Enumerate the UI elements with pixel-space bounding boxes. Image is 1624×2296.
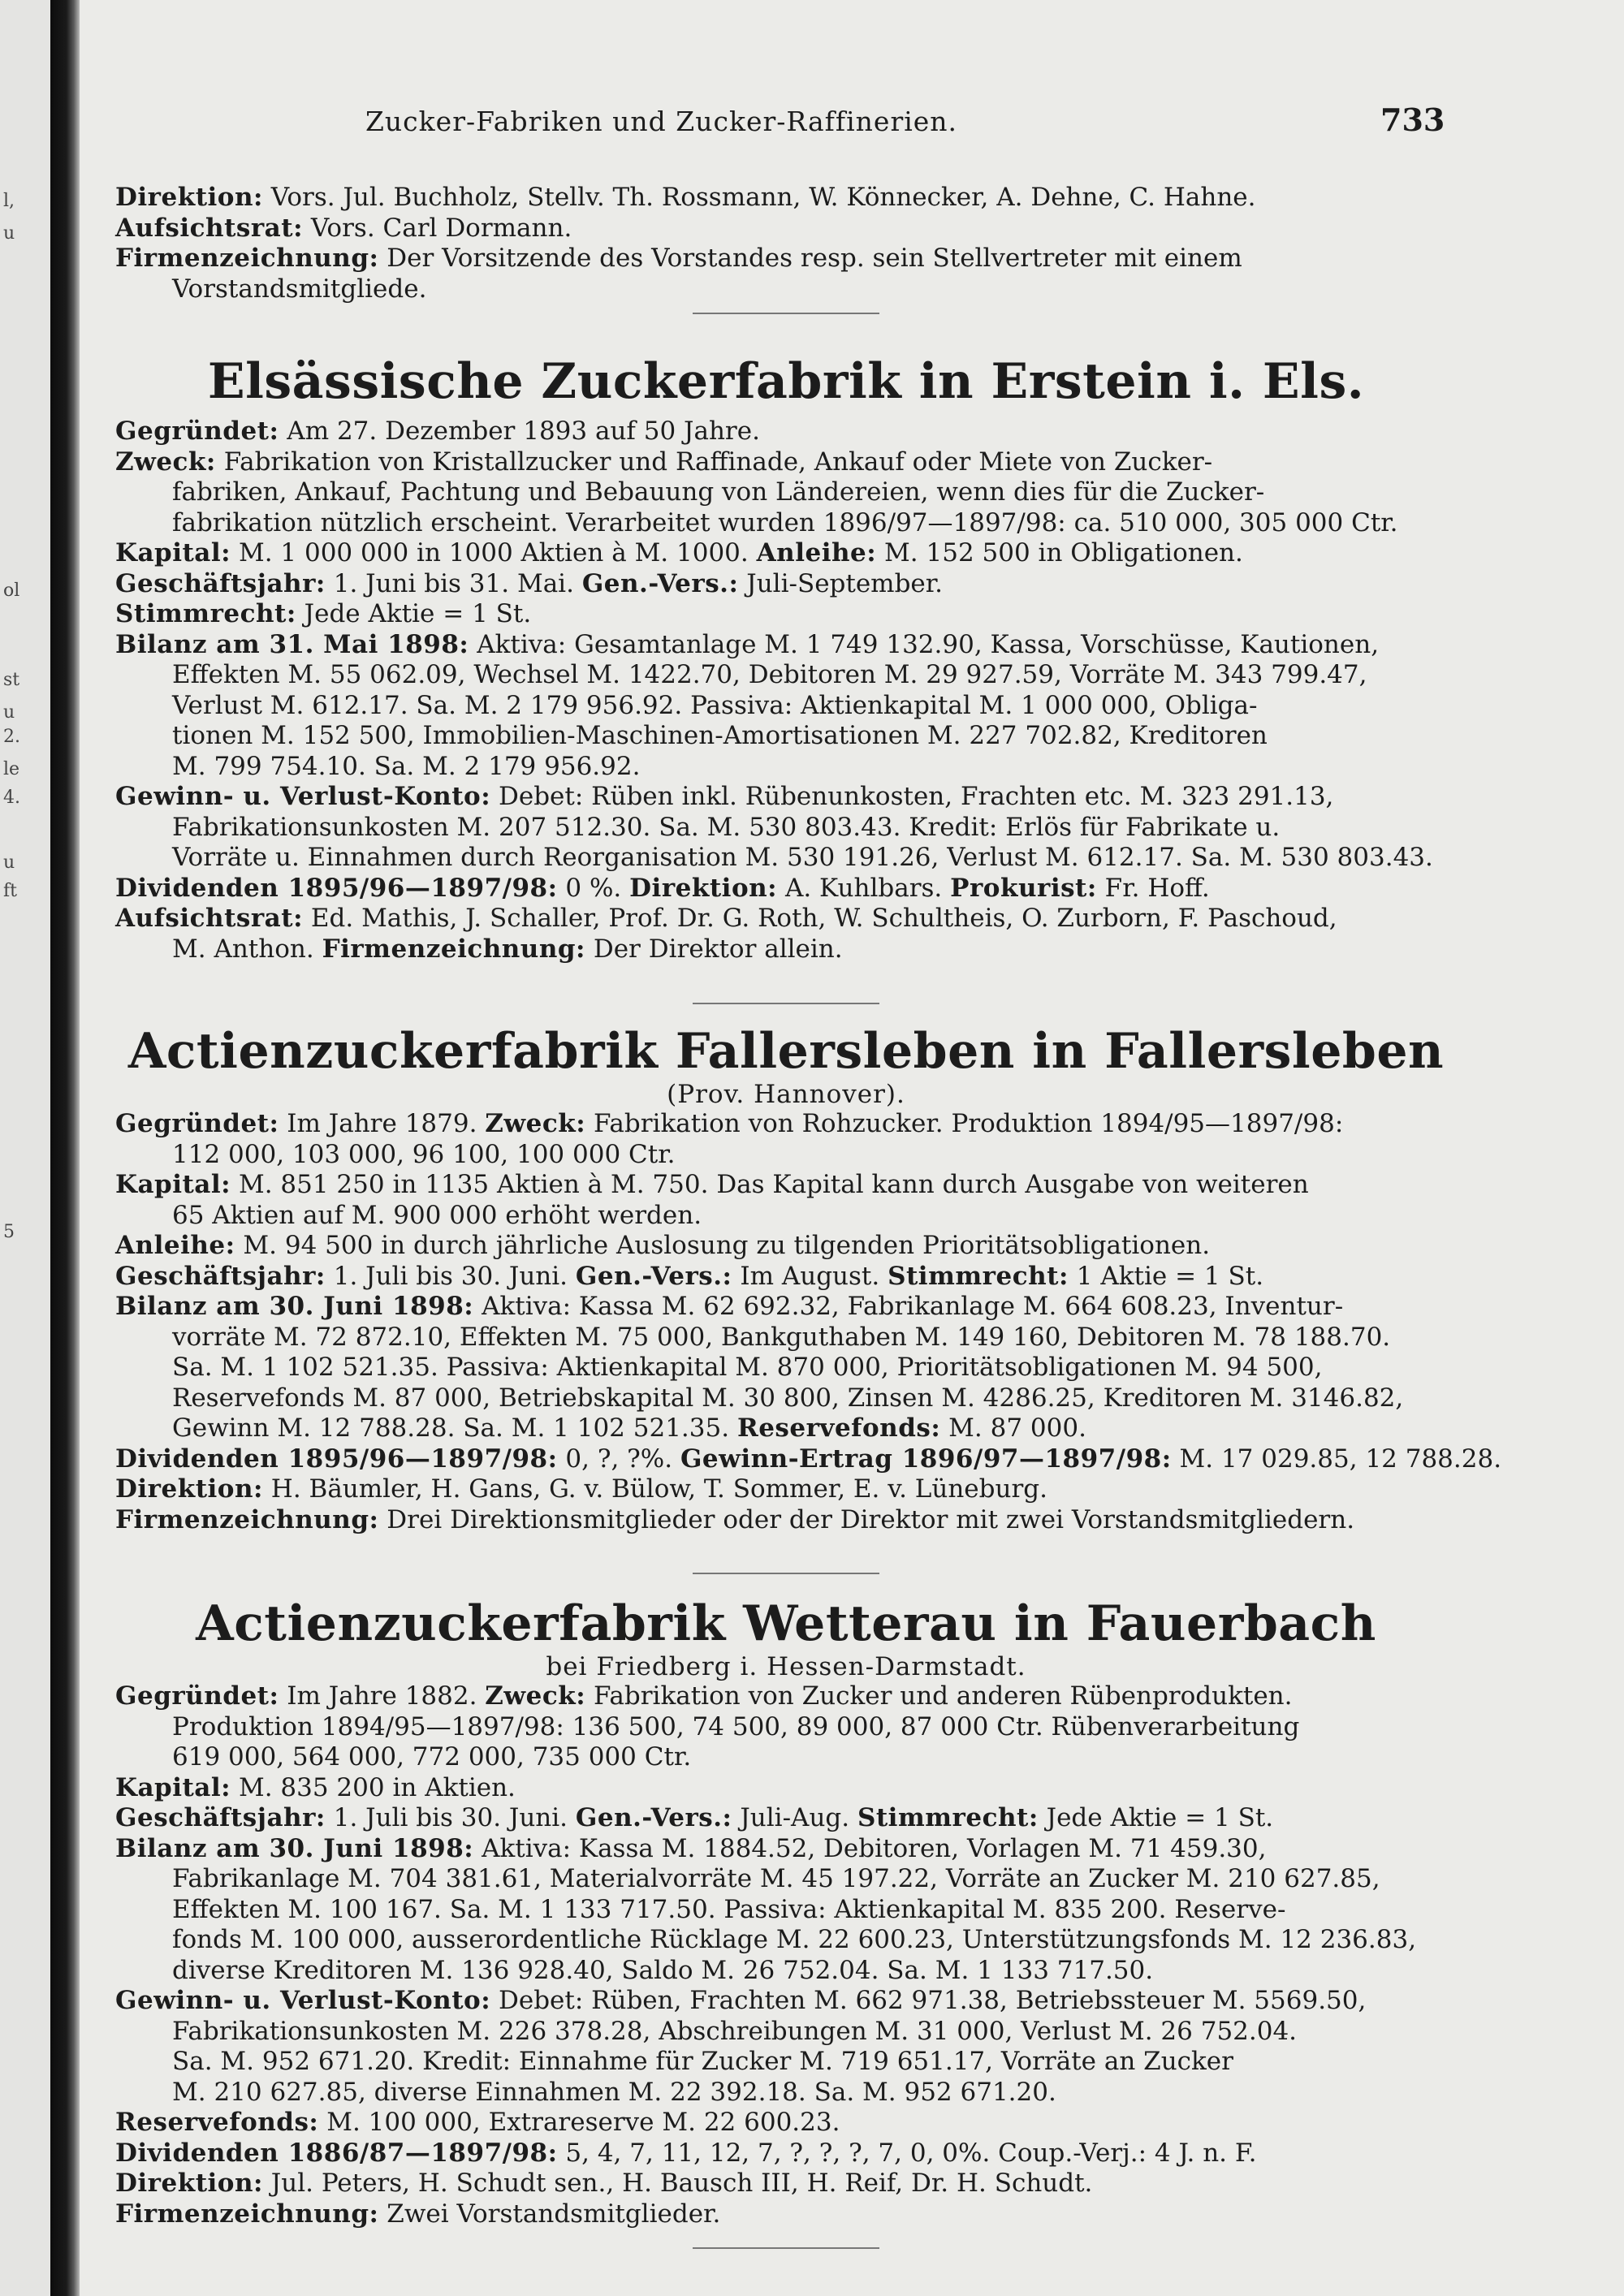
- entry-title: Actienzuckerfabrik Wetterau in Fauerbach: [196, 1595, 1376, 1652]
- entry-line: [115, 1413, 1457, 1444]
- field-label: Kapital:: [115, 1170, 231, 1199]
- entry-line: [115, 843, 1457, 874]
- field-label: Anleihe:: [756, 538, 877, 568]
- entry-elsaessische-zuckerfabrik: [115, 353, 1457, 965]
- field-label: Geschäftsjahr:: [115, 1803, 326, 1832]
- field-text: Debet: Rüben inkl. Rübenunkosten, Frachten etc. M. 323 291.13,: [490, 782, 1334, 811]
- field-text: Sa. M. 952 671.20. Kredit: Einnahme für Zucker M. 719 651.17, Vorräte an Zucker: [172, 2047, 1233, 2076]
- entry-line: [115, 2138, 1457, 2169]
- separator-rule: [693, 2247, 879, 2249]
- field-text: 112 000, 103 000, 96 100, 100 000 Ctr.: [172, 1139, 676, 1169]
- entry-line: [115, 1925, 1457, 1956]
- entry-line: [115, 721, 1457, 752]
- entry-line: [115, 1803, 1457, 1834]
- field-text: Am 27. Dezember 1893 auf 50 Jahre.: [279, 416, 760, 446]
- entry-line: [115, 1444, 1502, 1475]
- field-text: 1. Juli bis 30. Juni.: [325, 1803, 576, 1832]
- entry-body: [115, 416, 1457, 965]
- field-text: M. Anthon.: [172, 934, 322, 964]
- field-text: Im Jahre 1879.: [279, 1109, 486, 1138]
- entry-line: [115, 1742, 1457, 1773]
- entry-line: [115, 569, 1457, 600]
- field-label: Bilanz am 30. Juni 1898:: [115, 1292, 474, 1321]
- field-text: Aktiva: Kassa M. 1884.52, Debitoren, Vorlagen M. 71 459.30,: [473, 1833, 1267, 1863]
- entry-line: [115, 934, 1457, 965]
- entry-line: [115, 508, 1457, 539]
- field-label: Reservefonds:: [736, 1413, 941, 1443]
- separator-rule: [693, 313, 879, 314]
- field-label: Bilanz am 31. Mai 1898:: [115, 629, 469, 659]
- field-label: Firmenzeichnung:: [115, 2199, 379, 2229]
- entry-line: [115, 813, 1457, 844]
- field-label: Direktion:: [115, 2169, 263, 2198]
- field-label: Bilanz am 30. Juni 1898:: [115, 1833, 474, 1863]
- field-label: Gen.-Vers.:: [575, 1261, 732, 1291]
- field-text: 5, 4, 7, 11, 12, 7, ?, ?, ?, 7, 0, 0%. Coup.-Verj.: 4 J. n. F.: [557, 2138, 1257, 2168]
- field-text: Verlust M. 612.17. Sa. M. 2 179 956.92. Passiva: Aktienkapital M. 1 000 000, Obliga-: [172, 690, 1258, 720]
- entry-line: [115, 477, 1457, 508]
- field-label: Zweck:: [485, 1109, 586, 1138]
- field-text: Fabrikation von Kristallzucker und Raffinade, Ankauf oder Miete von Zucker-: [215, 447, 1213, 477]
- entry-line: [115, 904, 1457, 934]
- field-label: Gen.-Vers.:: [575, 1803, 732, 1832]
- field-text: Debet: Rüben, Frachten M. 662 971.38, Betriebssteuer M. 5569.50,: [490, 1986, 1367, 2015]
- field-text: M. 799 754.10. Sa. M. 2 179 956.92.: [172, 751, 641, 781]
- field-text: Aktiva: Kassa M. 62 692.32, Fabrikanlage M. 664 608.23, Inventur-: [473, 1292, 1344, 1321]
- entry-line: [115, 1895, 1457, 1926]
- entry-line: [115, 2169, 1457, 2199]
- adjacent-page-mark: l,: [3, 191, 15, 211]
- field-label: Zweck:: [115, 447, 216, 477]
- entry-line: [115, 1864, 1457, 1895]
- entry-line: [115, 1986, 1457, 2017]
- adjacent-page-mark: 5: [3, 1222, 15, 1242]
- entry-line: [115, 1170, 1457, 1201]
- field-text: 65 Aktien auf M. 900 000 erhöht werden.: [172, 1200, 702, 1230]
- entry-line: [115, 1383, 1457, 1414]
- entry-body: [115, 1109, 1502, 1535]
- field-text: M. 87 000.: [940, 1413, 1086, 1443]
- field-text: M. 835 200 in Aktien.: [231, 1772, 516, 1802]
- field-text: Vorräte u. Einnahmen durch Reorganisation M. 530 191.26, Verlust M. 612.17. Sa. M. 530 803.43.: [172, 843, 1433, 872]
- field-text: 1. Juli bis 30. Juni.: [325, 1261, 576, 1291]
- field-text: Aktiva: Gesamtanlage M. 1 749 132.90, Kassa, Vorschüsse, Kautionen,: [469, 629, 1380, 659]
- entry-line: [115, 1834, 1457, 1865]
- separator-rule: [693, 1573, 879, 1574]
- field-label: Gewinn-Ertrag 1896/97—1897/98:: [680, 1444, 1172, 1474]
- field-text: Reservefonds M. 87 000, Betriebskapital M. 30 800, Zinsen M. 4286.25, Kreditoren M. 3146.82,: [172, 1383, 1404, 1413]
- entry-actienzuckerfabrik-fallersleben: [115, 1023, 1502, 1535]
- entry-line: [115, 1681, 1457, 1712]
- entry-line: [115, 416, 1457, 447]
- entry-subtitle: (Prov. Hannover).: [667, 1080, 905, 1109]
- field-text: M. 94 500 in durch jährliche Auslosung zu tilgenden Prioritätsobligationen.: [235, 1231, 1211, 1260]
- field-label: Stimmrecht:: [115, 599, 296, 628]
- field-text: M. 152 500 in Obligationen.: [876, 538, 1243, 568]
- field-label: Aufsichtsrat:: [115, 904, 304, 933]
- intro-line: Vorstandsmitgliede.: [172, 274, 427, 304]
- entry-line: [115, 2078, 1457, 2108]
- field-text: Jul. Peters, H. Schudt sen., H. Bausch III, H. Reif, Dr. H. Schudt.: [262, 2169, 1093, 2198]
- adjacent-page-mark: 4.: [3, 788, 20, 808]
- entry-line: [115, 2108, 1457, 2138]
- entry-line: [115, 782, 1457, 813]
- field-label: Direktion:: [115, 1474, 263, 1504]
- intro-line: Aufsichtsrat: Vors. Carl Dormann.: [115, 213, 572, 243]
- field-text: 1 Aktie = 1 St.: [1068, 1261, 1264, 1291]
- field-text: Effekten M. 55 062.09, Wechsel M. 1422.70, Debitoren M. 29 927.59, Vorräte M. 343 799.47,: [172, 660, 1367, 689]
- field-label: Prokurist:: [950, 873, 1097, 903]
- entry-line: [115, 447, 1457, 478]
- field-text: Effekten M. 100 167. Sa. M. 1 133 717.50. Passiva: Aktienkapital M. 835 200. Reserve-: [172, 1894, 1286, 1924]
- field-label: Gewinn- u. Verlust-Konto:: [115, 1986, 491, 2015]
- field-label: Reservefonds:: [115, 2108, 319, 2137]
- field-text: Der Direktor allein.: [585, 934, 843, 964]
- field-text: Jede Aktie = 1 St.: [1038, 1803, 1274, 1832]
- field-text: vorräte M. 72 872.10, Effekten M. 75 000, Bankguthaben M. 149 160, Debitoren M. 78 188.70.: [172, 1322, 1391, 1352]
- entry-line: [115, 874, 1457, 904]
- field-text: Im Jahre 1882.: [279, 1681, 486, 1711]
- entry-line: [115, 1323, 1457, 1353]
- entry-subtitle: bei Friedberg i. Hessen-Darmstadt.: [546, 1652, 1026, 1681]
- field-text: M. 17 029.85, 12 788.28.: [1171, 1444, 1502, 1474]
- field-text: 0 %.: [557, 873, 630, 903]
- entry-line: [115, 2199, 1457, 2230]
- field-text: diverse Kreditoren M. 136 928.40, Saldo M. 26 752.04. Sa. M. 1 133 717.50.: [172, 1955, 1154, 1985]
- field-text: 0, ?, ?%.: [557, 1444, 680, 1474]
- entry-line: [115, 691, 1457, 722]
- intro-block: [115, 183, 1457, 314]
- adjacent-page-mark: st: [3, 670, 20, 690]
- entry-line: [115, 1505, 1457, 1536]
- entry-line: [115, 1773, 1457, 1804]
- field-text: fabriken, Ankauf, Pachtung und Bebauung von Ländereien, wenn dies für die Zucker-: [172, 477, 1265, 507]
- field-text: Fabrikation von Rohzucker. Produktion 1894/95—1897/98:: [585, 1109, 1344, 1138]
- entry-line: [115, 752, 1457, 783]
- adjacent-page-mark: u: [3, 223, 15, 244]
- field-label: Geschäftsjahr:: [115, 568, 326, 598]
- field-text: Im August.: [732, 1261, 888, 1291]
- field-text: Sa. M. 1 102 521.35. Passiva: Aktienkapital M. 870 000, Prioritätsobligationen M. 94 500,: [172, 1353, 1323, 1382]
- field-text: Fabrikationsunkosten M. 207 512.30. Sa. M. 530 803.43. Kredit: Erlös für Fabrikate u.: [172, 812, 1281, 842]
- field-label: Firmenzeichnung:: [322, 934, 585, 964]
- entry-line: [115, 1956, 1457, 1987]
- adjacent-page-mark: ol: [3, 580, 20, 601]
- field-label: Dividenden 1895/96—1897/98:: [115, 1444, 558, 1474]
- field-text: M. 210 627.85, diverse Einnahmen M. 22 392.18. Sa. M. 952 671.20.: [172, 2077, 1056, 2107]
- field-text: Fabrikationsunkosten M. 226 378.28, Abschreibungen M. 31 000, Verlust M. 26 752.04.: [172, 2016, 1298, 2046]
- field-label: Firmenzeichnung:: [115, 1504, 379, 1534]
- adjacent-page-mark: u: [3, 852, 15, 873]
- entry-line: [115, 2017, 1457, 2048]
- field-text: Juli-Aug.: [732, 1803, 857, 1832]
- adjacent-page-mark: le: [3, 759, 20, 779]
- field-text: fabrikation nützlich erscheint. Verarbeitet wurden 1896/97—1897/98: ca. 510 000, 305 000 Ctr.: [172, 507, 1398, 537]
- field-label: Gen.-Vers.:: [581, 568, 739, 598]
- field-text: M. 100 000, Extrareserve M. 22 600.23.: [318, 2108, 840, 2137]
- field-label: Zweck:: [485, 1681, 586, 1711]
- field-text: Fabrikation von Zucker und anderen Rübenprodukten.: [585, 1681, 1293, 1711]
- field-text: Zwei Vorstandsmitglieder.: [378, 2199, 721, 2229]
- entry-line: [115, 1262, 1457, 1293]
- adjacent-page-mark: 2.: [3, 727, 20, 747]
- entry-line: [115, 1201, 1457, 1232]
- field-label: Stimmrecht:: [888, 1261, 1069, 1291]
- entry-line: [115, 1712, 1457, 1743]
- field-text: 1. Juni bis 31. Mai.: [325, 568, 582, 598]
- field-text: A. Kuhlbars.: [777, 873, 951, 903]
- entry-line: [115, 1231, 1457, 1262]
- field-label: Anleihe:: [115, 1231, 235, 1260]
- field-text: Fr. Hoff.: [1096, 873, 1210, 903]
- field-label: Geschäftsjahr:: [115, 1261, 326, 1291]
- entry-line: [115, 1474, 1457, 1505]
- entry-title: Actienzuckerfabrik Fallersleben in Fallersleben: [127, 1023, 1445, 1080]
- entry-title: Elsässische Zuckerfabrik in Erstein i. Els.: [207, 353, 1365, 410]
- field-text: Drei Direktionsmitglieder oder der Direktor mit zwei Vorstandsmitgliedern.: [378, 1504, 1355, 1534]
- entry-line: [115, 1292, 1457, 1323]
- field-text: M. 851 250 in 1135 Aktien à M. 750. Das Kapital kann durch Ausgabe von weiteren: [231, 1170, 1309, 1199]
- intro-line: Direktion: Vors. Jul. Buchholz, Stellv. Th. Rossmann, W. Könnecker, A. Dehne, C. Hahne.: [115, 183, 1256, 212]
- intro-line: Firmenzeichnung: Der Vorsitzende des Vorstandes resp. sein Stellvertreter mit einem: [115, 244, 1242, 273]
- field-text: Ed. Mathis, J. Schaller, Prof. Dr. G. Roth, W. Schultheis, O. Zurborn, F. Paschoud,: [303, 904, 1337, 933]
- field-label: Gegründet:: [115, 416, 279, 446]
- adjacent-page-mark: ft: [3, 881, 17, 901]
- adjacent-page-edge: [0, 0, 50, 2296]
- field-text: Fabrikanlage M. 704 381.61, Materialvorräte M. 45 197.22, Vorräte an Zucker M. 210 627.85,: [172, 1864, 1380, 1893]
- field-text: tionen M. 152 500, Immobilien-Maschinen-Amortisationen M. 227 702.82, Kreditoren: [172, 721, 1268, 750]
- field-text: Jede Aktie = 1 St.: [296, 599, 532, 628]
- field-text: 619 000, 564 000, 772 000, 735 000 Ctr.: [172, 1742, 692, 1772]
- field-text: Juli-September.: [738, 568, 944, 598]
- field-text: H. Bäumler, H. Gans, G. v. Bülow, T. Sommer, E. v. Lüneburg.: [262, 1474, 1047, 1504]
- field-label: Dividenden 1886/87—1897/98:: [115, 2138, 558, 2168]
- entry-line: [115, 2047, 1457, 2078]
- book-gutter: [50, 0, 80, 2296]
- entry-line: [115, 660, 1457, 691]
- entry-line: [115, 599, 1457, 630]
- adjacent-page-mark: u: [3, 702, 15, 723]
- running-header: Zucker-Fabriken und Zucker-Raffinerien.: [365, 106, 958, 137]
- field-label: Gegründet:: [115, 1681, 279, 1711]
- field-label: Kapital:: [115, 538, 231, 568]
- separator-rule: [693, 1003, 879, 1004]
- field-label: Gewinn- u. Verlust-Konto:: [115, 782, 491, 811]
- field-label: Gegründet:: [115, 1109, 279, 1138]
- entry-line: [115, 1109, 1457, 1140]
- entry-line: [115, 1140, 1457, 1171]
- entry-body: [115, 1681, 1457, 2229]
- entry-actienzuckerfabrik-wetterau: [115, 1595, 1457, 2249]
- field-text: Produktion 1894/95—1897/98: 136 500, 74 500, 89 000, 87 000 Ctr. Rübenverarbeitung: [172, 1711, 1300, 1741]
- entry-line: [115, 630, 1457, 661]
- field-text: M. 1 000 000 in 1000 Aktien à M. 1000.: [231, 538, 757, 568]
- field-label: Dividenden 1895/96—1897/98:: [115, 873, 558, 903]
- field-label: Kapital:: [115, 1772, 231, 1802]
- field-text: fonds M. 100 000, ausserordentliche Rücklage M. 22 600.23, Unterstützungsfonds M. 12 236.83,: [172, 1925, 1417, 1954]
- field-text: Gewinn M. 12 788.28. Sa. M. 1 102 521.35.: [172, 1413, 737, 1443]
- entry-line: [115, 1353, 1457, 1383]
- entry-line: [115, 538, 1457, 569]
- page-number: 733: [1380, 101, 1445, 138]
- field-label: Stimmrecht:: [857, 1803, 1039, 1832]
- field-label: Direktion:: [629, 873, 778, 903]
